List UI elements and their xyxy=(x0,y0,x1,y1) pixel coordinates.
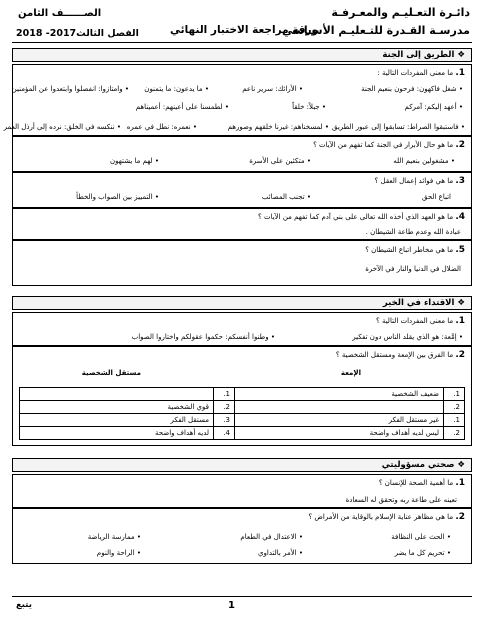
footer-divider xyxy=(12,596,472,597)
question-box-s2-q2 xyxy=(12,346,472,446)
answer-item: • تحريم كل ما يضر xyxy=(395,549,451,558)
q-text: ما هو العهد الذي أخذه الله تعالى على بني آدم كما تفهم من الآيات ؟ xyxy=(258,213,454,221)
continue-label: يتبع xyxy=(16,600,32,610)
term-label: الفصل الثالث2017- 2018 xyxy=(16,28,139,39)
vocab-item: • جبلاً: خلقاً xyxy=(292,103,326,112)
answer-item: • مشغولين بنعيم الله xyxy=(393,157,455,166)
q-text: ما هي مظاهر عناية الإسلام بالوقاية من الأمراض ؟ xyxy=(308,513,454,521)
row-number: 1. xyxy=(444,388,465,401)
row-number: 4. xyxy=(214,427,235,440)
q-text: ما هو حال الأبرار في الجنة كما تفهم من الآيات ؟ xyxy=(313,141,454,149)
school-name: مدرسـة القـدرة للتـعليـم الأسـاسي xyxy=(281,24,470,37)
answer-text: تعينه على طاعة ربه وتحقق له السعادة xyxy=(345,496,457,504)
document-title: ورقة مراجعة الاختبار النهائي xyxy=(170,24,319,36)
independent-cell xyxy=(20,388,214,401)
section-title-paradise xyxy=(12,48,472,62)
vocab-item: • لطمسنا على أعينهم: أعميناهم xyxy=(136,103,229,112)
q-text: ما أهمية الصحة للإنسان ؟ xyxy=(378,479,454,487)
q-number: 1. xyxy=(455,68,465,78)
diamond-icon: ❖ xyxy=(454,298,465,308)
question-box-s1-q4 xyxy=(12,208,472,240)
question-box-s1-q3 xyxy=(12,172,472,208)
question-box-s1-q1 xyxy=(3,64,472,136)
question-box-s1-q2 xyxy=(12,136,472,172)
grade-label: الصــــــف الثامن xyxy=(18,8,102,19)
section-title-health xyxy=(12,458,472,472)
vocab-item: • وامتازوا: انفصلوا وابتعدوا عن المؤمنين xyxy=(12,85,129,94)
table-row xyxy=(20,414,465,427)
q-number: 2. xyxy=(455,512,465,522)
q-number: 5. xyxy=(455,245,465,255)
question-box-s1-q5 xyxy=(12,240,472,286)
vocab-item: • ننكسه في الخلق: نرده إلى أرذل العمر xyxy=(4,123,121,132)
section-2-title-text: الاقتداء في الخير xyxy=(382,298,455,308)
section-1-title-text: الطريق إلى الجنة xyxy=(382,50,455,60)
row-number: 3. xyxy=(214,414,235,427)
table-row xyxy=(20,401,465,414)
independent-cell: مستقل الفكر xyxy=(20,414,214,427)
ministry-name: دائـرة التعـليـم والمعـرفـة xyxy=(331,6,470,19)
vocab-item: • لمسخناهم: غيرنا خلقهم وصورهم xyxy=(228,123,329,132)
diamond-icon: ❖ xyxy=(454,50,465,60)
question-s1-q1 xyxy=(377,69,465,78)
question-s1-q3 xyxy=(375,177,465,186)
question-box-s2-q1 xyxy=(12,312,472,346)
answer-text: عبادة الله وعدم طاعة الشيطان . xyxy=(365,228,461,236)
q-number: 2. xyxy=(455,350,465,360)
question-s1-q2 xyxy=(313,141,465,150)
q-text: ما هي مخاطر اتباع الشيطان ؟ xyxy=(365,246,454,254)
vocab-item: • الأرائك: سرير ناعم xyxy=(242,85,303,94)
question-s2-q2 xyxy=(336,351,465,360)
column-header-independent: مستقل الشخصية xyxy=(81,369,141,377)
question-box-s3-q2 xyxy=(12,508,472,564)
answer-text: الضلال في الدنيا والنار في الآخرة xyxy=(365,265,461,273)
vocab-item: • فاستبقوا الصراط: تسابقوا إلى عبور الطريق xyxy=(332,123,465,132)
answer-item: اتباع الحق xyxy=(422,193,451,201)
comparison-table xyxy=(19,387,465,440)
vocab-item: • نعمره: نطل في عمره xyxy=(127,123,197,132)
section-3-title-text: صحتي مسؤوليتي xyxy=(381,460,455,470)
q-number: 4. xyxy=(455,212,465,222)
answer-item: • الراحة والنوم xyxy=(97,549,141,558)
header-divider xyxy=(12,42,472,43)
independent-cell: قوي الشخصية xyxy=(20,401,214,414)
answer-item: • الأمر بالتداوي xyxy=(258,549,303,558)
table-row xyxy=(20,427,465,440)
vocab-item: • ما يدعون: ما يتمنون xyxy=(144,85,209,94)
imma-cell: ليس لديه أهداف واضحة xyxy=(235,427,444,440)
vocab-item: • وطنوا أنفسكم: حكموا عقولكم واختاروا الصواب xyxy=(132,333,275,342)
q-text: ما الفرق بين الإمعة ومستقل الشخصية ؟ xyxy=(335,351,454,359)
row-number: 1. xyxy=(444,414,465,427)
q-text: ما معنى المفردات التالية : xyxy=(377,69,454,77)
row-number: 2. xyxy=(444,427,465,440)
row-number: 2. xyxy=(214,401,235,414)
section-title-role-models xyxy=(12,296,472,310)
imma-cell xyxy=(235,401,444,414)
q-text: ما هي فوائد إعمال العقل ؟ xyxy=(374,177,454,185)
q-number: 1. xyxy=(455,316,465,326)
column-header-imma: الإمعة xyxy=(340,369,361,377)
answer-item: • تجنب المصائب xyxy=(262,193,311,202)
q-number: 2. xyxy=(455,140,465,150)
answer-item: • الاعتدال في الطعام xyxy=(240,533,303,542)
question-s3-q1 xyxy=(379,479,465,488)
q-number: 3. xyxy=(455,176,465,186)
answer-item: • ممارسة الرياضة xyxy=(88,533,141,542)
independent-cell: لديه أهداف واضحة xyxy=(20,427,214,440)
vocab-item: • أعهد إليكم: آمركم xyxy=(405,103,463,112)
question-box-s3-q1 xyxy=(12,474,472,508)
answer-item: • متكئين على الأسرة xyxy=(249,157,311,166)
vocab-item: • إمَّعة: هو الذي يقلد الناس دون تفكير xyxy=(352,333,463,342)
answer-item: • لهم ما يشتهون xyxy=(110,157,159,166)
vocab-item: • شغل فاكهون: فرحون بنعيم الجنة xyxy=(361,85,463,94)
q-number: 1. xyxy=(455,478,465,488)
question-s1-q5 xyxy=(365,246,465,255)
page-number: 1 xyxy=(228,600,235,611)
q-text: ما معنى المفردات التالية ؟ xyxy=(376,317,454,325)
table-row xyxy=(20,388,465,401)
diamond-icon: ❖ xyxy=(454,460,465,470)
imma-cell: ضعيف الشخصية xyxy=(235,388,444,401)
question-s1-q4 xyxy=(258,213,465,222)
row-number: 2. xyxy=(444,401,465,414)
answer-item: • التمييز بين الصواب والخطأ xyxy=(76,193,159,202)
answer-item: • الحث على النظافة xyxy=(391,533,451,542)
row-number: 1. xyxy=(214,388,235,401)
imma-cell: غير مستقل الفكر xyxy=(235,414,444,427)
question-s3-q2 xyxy=(308,513,465,522)
question-s2-q1 xyxy=(376,317,465,326)
